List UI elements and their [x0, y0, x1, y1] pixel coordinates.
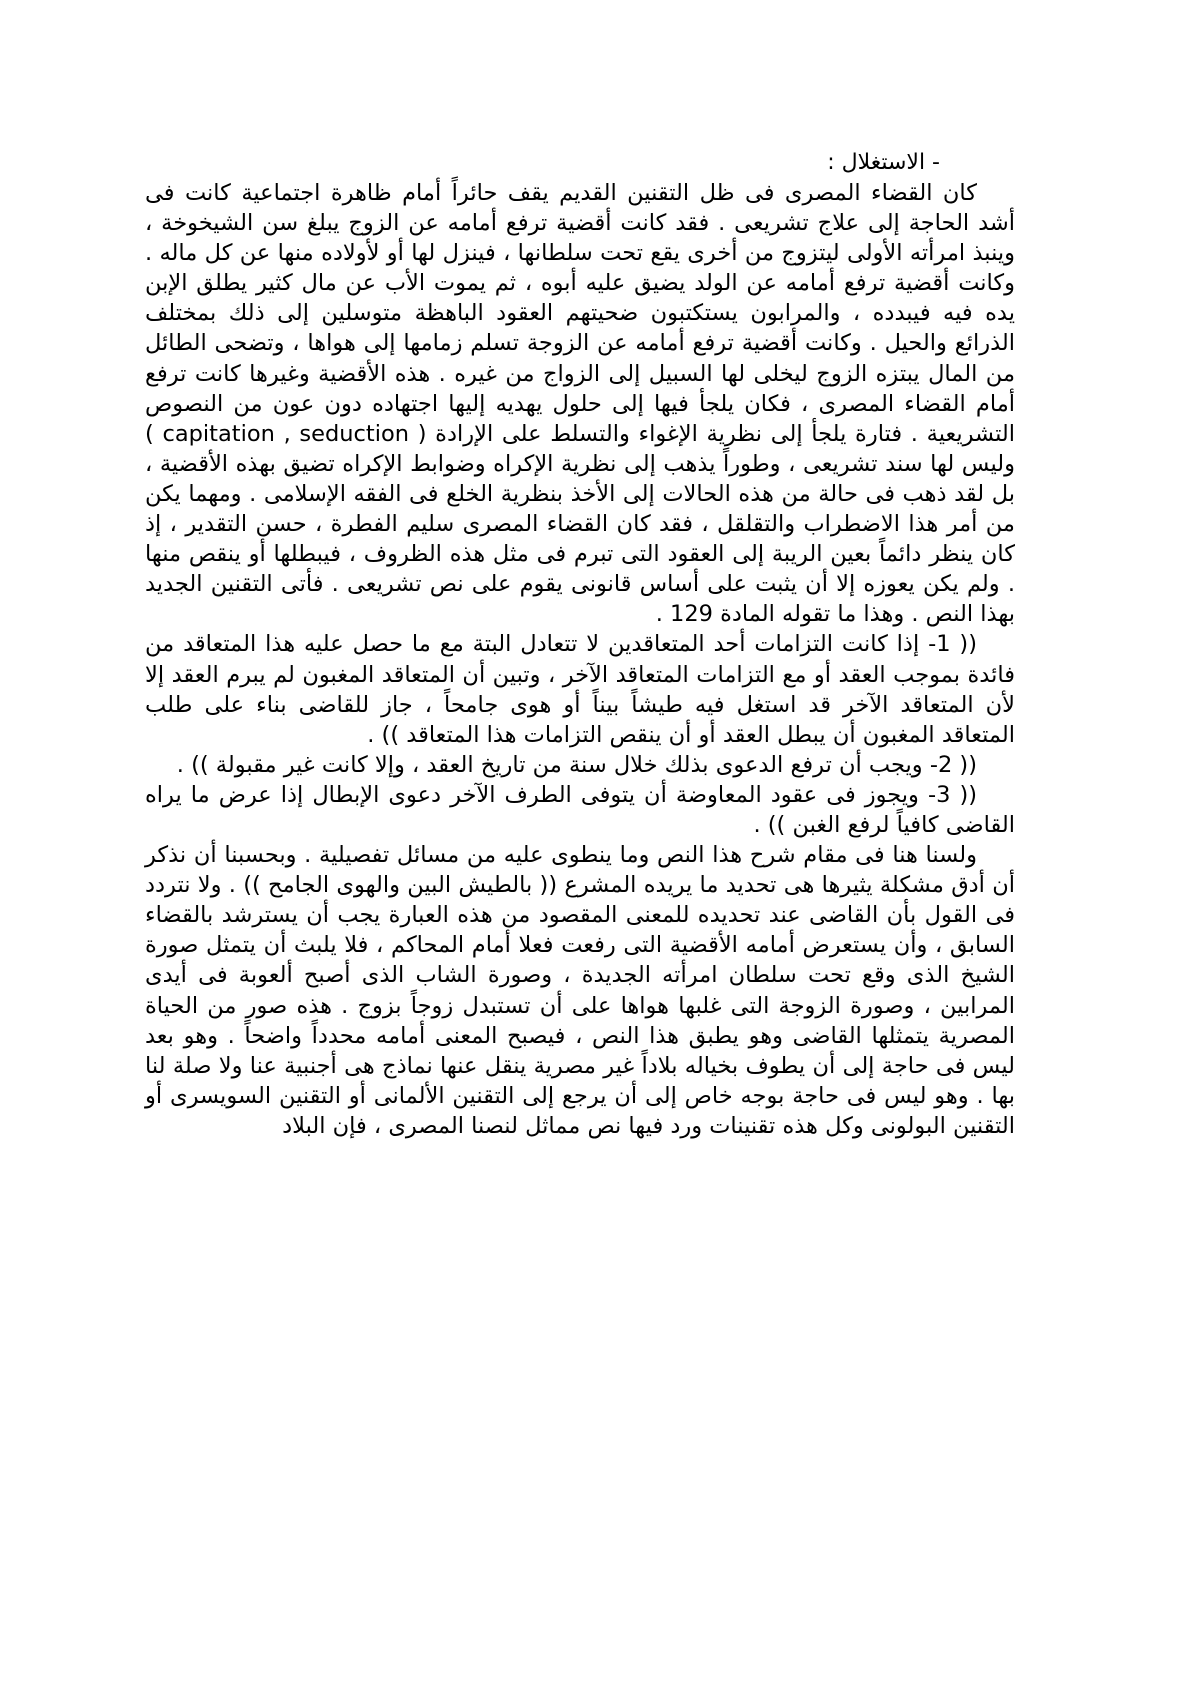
- paragraph-commentary: ولسنا هنا فى مقام شرح هذا النص وما ينطوى عليه من مسائل تفصيلية . وبحسبنا أن نذكر أن أدق مشكلة يثيرها هى تحديد ما يريده المشرع (( بالطيش البين والهوى الجامح )) . ولا نتردد فى القول بأن القاضى عند تحديده للمعنى المقصود من هذه العبارة يجب أن يسترشد بالقضاء السابق ، وأن يستعرض أمامه الأقضية التى رفعت فعلا أمام المحاكم ، فلا يلبث أن يتمثل صورة الشيخ الذى وقع تحت سلطان امرأته الجديدة ، وصورة الشاب الذى أصبح ألعوبة فى أيدى المرابين ، وصورة الزوجة التى غلبها هواها على أن تستبدل زوجاً بزوج . هذه صور من الحياة المصرية يتمثلها القاضى وهو يطبق هذا النص ، فيصبح المعنى أمامه محدداً واضحاً . وهو بعد ليس فى حاجة إلى أن يطوف بخياله بلاداً غير مصرية ينقل عنها نماذج هى أجنبية عنا ولا صلة لنا بها . وهو ليس فى حاجة بوجه خاص إلى أن يرجع إلى التقنين الألمانى أو التقنين السويسرى أو التقنين البولونى وكل هذه تقنينات ورد فيها نص مماثل لنصنا المصرى ، فإن البلاد: [145, 842, 1015, 1139]
- paragraph-intro: كان القضاء المصرى فى ظل التقنين القديم يقف حائراً أمام ظاهرة اجتماعية كانت فى أشد الحاجة إلى علاج تشريعى . فقد كانت أقضية ترفع أمامه عن الزوج يبلغ سن الشيخوخة ، وينبذ امرأته الأولى ليتزوج من أخرى يقع تحت سلطانها ، فينزل لها أو لأولاده منها عن كل ماله . وكانت أقضية ترفع أمامه عن الولد يضيق عليه أبوه ، ثم يموت الأب عن مال كثير يطلق الإبن يده فيه فيبدده ، والمرابون يستكتبون ضحيتهم العقود الباهظة متوسلين إلى ذلك بمختلف الذرائع والحيل . وكانت أقضية ترفع أمامه عن الزوجة تسلم زمامها إلى هواها ، وتضحى الطائل من المال يبتزه الزوج ليخلى لها السبيل إلى الزواج من غيره . هذه الأقضية وغيرها كانت ترفع أمام القضاء المصرى ، فكان يلجأ فيها إلى حلول يهديه إليها اجتهاده دون عون من النصوص التشريعية . فتارة يلجأ إلى نظرية الإغواء والتسلط على الإرادة ( capitation , seduction ) وليس لها سند تشريعى ، وطوراً يذهب إلى نظرية الإكراه وضوابط الإكراه تضيق بهذه الأقضية ، بل لقد ذهب فى حالة من هذه الحالات إلى الأخذ بنظرية الخلع فى الفقه الإسلامى . ومهما يكن من أمر هذا الاضطراب والتقلقل ، فقد كان القضاء المصرى سليم الفطرة ، حسن التقدير ، إذ كان ينظر دائماً بعين الريبة إلى العقود التى تبرم فى مثل هذه الظروف ، فيبطلها أو ينقص منها . ولم يكن يعوزه إلا أن يثبت على أساس قانونى يقوم على نص تشريعى . فأتى التقنين الجديد بهذا النص . وهذا ما تقوله المادة 129 .: [145, 180, 1016, 628]
- paragraph-article-clause-2: (( 2- ويجب أن ترفع الدعوى بذلك خلال سنة من تاريخ العقد ، وإلا كانت غير مقبولة )) .: [176, 751, 977, 778]
- paragraph-article-clause-1: (( 1- إذا كانت التزامات أحد المتعاقدين لا تتعادل البتة مع ما حصل عليه هذا المتعاقد من فائدة بموجب العقد أو مع التزامات المتعاقد الآخر ، وتبين أن المتعاقد المغبون لم يبرم العقد إلا لأن المتعاقد الآخر قد استغل فيه طيشاً بيناً أو هوى جامحاً ، جاز للقاضى بناء على طلب المتعاقد المغبون أن يبطل العقد أو أن ينقص التزامات هذا المتعاقد )) .: [145, 631, 1015, 748]
- document-page: [145, 148, 1015, 1141]
- paragraph-article-clause-3: (( 3- ويجوز فى عقود المعاوضة أن يتوفى الطرف الآخر دعوى الإبطال إذا عرض ما يراه القاضى كافياً لرفع الغبن )) .: [145, 781, 1015, 838]
- section-heading: - الاستغلال :: [827, 150, 940, 175]
